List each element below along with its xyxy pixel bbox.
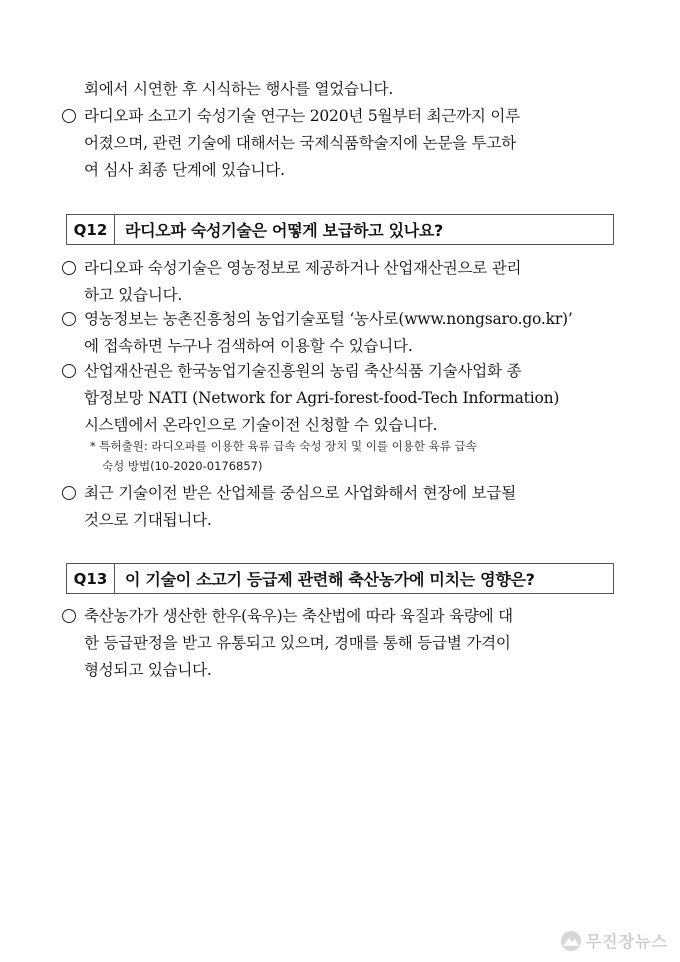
text-line: 시스템에서 온라인으로 기술이전 신청할 수 있습니다. [84, 416, 438, 434]
question-box-q13 [66, 563, 614, 594]
intro-line: 회에서 시연한 후 시식하는 행사를 열었습니다. [84, 80, 394, 98]
question-text: 라디오파 숙성기술은 어떻게 보급하고 있나요? [125, 221, 444, 240]
watermark-text: 무진장뉴스 [585, 932, 668, 951]
text-line: 라디오파 소고기 숙성기술 연구는 2020년 5월부터 최근까지 이루 [84, 107, 520, 125]
text-line: 형성되고 있습니다. [84, 661, 212, 679]
q12-bullet [60, 480, 620, 534]
question-number: Q13 [67, 564, 115, 593]
text-line: 합정보망 NATI (Network for Agri-forest-food-Tech Information) [84, 389, 560, 407]
note-line: * 특허출원: 라디오파를 이용한 육류 급속 숙성 장치 및 이를 이용한 육류 급속 [90, 439, 477, 453]
text-line: 하고 있습니다. [84, 286, 183, 304]
text-line: 최근 기술이전 받은 산업체를 중심으로 사업화해서 현장에 보급될 [84, 484, 516, 502]
text-line: 에 접속하면 누구나 검색하여 이용할 수 있습니다. [84, 337, 413, 355]
text-line: 산업재산권은 한국농업기술진흥원의 농림 축산식품 기술사업화 종 [84, 362, 522, 380]
text-line: 여 심사 최종 단계에 있습니다. [84, 161, 285, 179]
intro-paragraph [60, 76, 620, 103]
question-box-q12 [66, 214, 614, 245]
q12-bullet [60, 255, 620, 309]
text-line: 한 등급판정을 받고 유통되고 있으며, 경매를 통해 등급별 가격이 [84, 634, 511, 652]
question-number: Q12 [67, 215, 115, 244]
q12-bullet [60, 306, 620, 360]
text-line: 어졌으며, 관련 기술에 대해서는 국제식품학술지에 논문을 투고하 [84, 134, 516, 152]
text-line: 것으로 기대됩니다. [84, 511, 212, 529]
q13-bullet [60, 603, 620, 684]
text-line: 라디오파 숙성기술은 영농정보로 제공하거나 산업재산권으로 관리 [84, 259, 522, 277]
q12-bullet [60, 358, 620, 439]
text-line: 영농정보는 농촌진흥청의 농업기술포털 ‘농사로(www.nongsaro.go.kr)’ [84, 310, 573, 328]
question-text: 이 기술이 소고기 등급제 관련해 축산농가에 미치는 영향은? [125, 570, 535, 589]
note-line: 숙성 방법(10-2020-0176857) [102, 459, 263, 473]
mountain-logo-icon [560, 930, 582, 952]
patent-note [90, 436, 620, 476]
intro-bullet [60, 103, 620, 184]
watermark [560, 929, 668, 952]
text-line: 축산농가가 생산한 한우(육우)는 축산법에 따라 육질과 육량에 대 [84, 607, 513, 625]
